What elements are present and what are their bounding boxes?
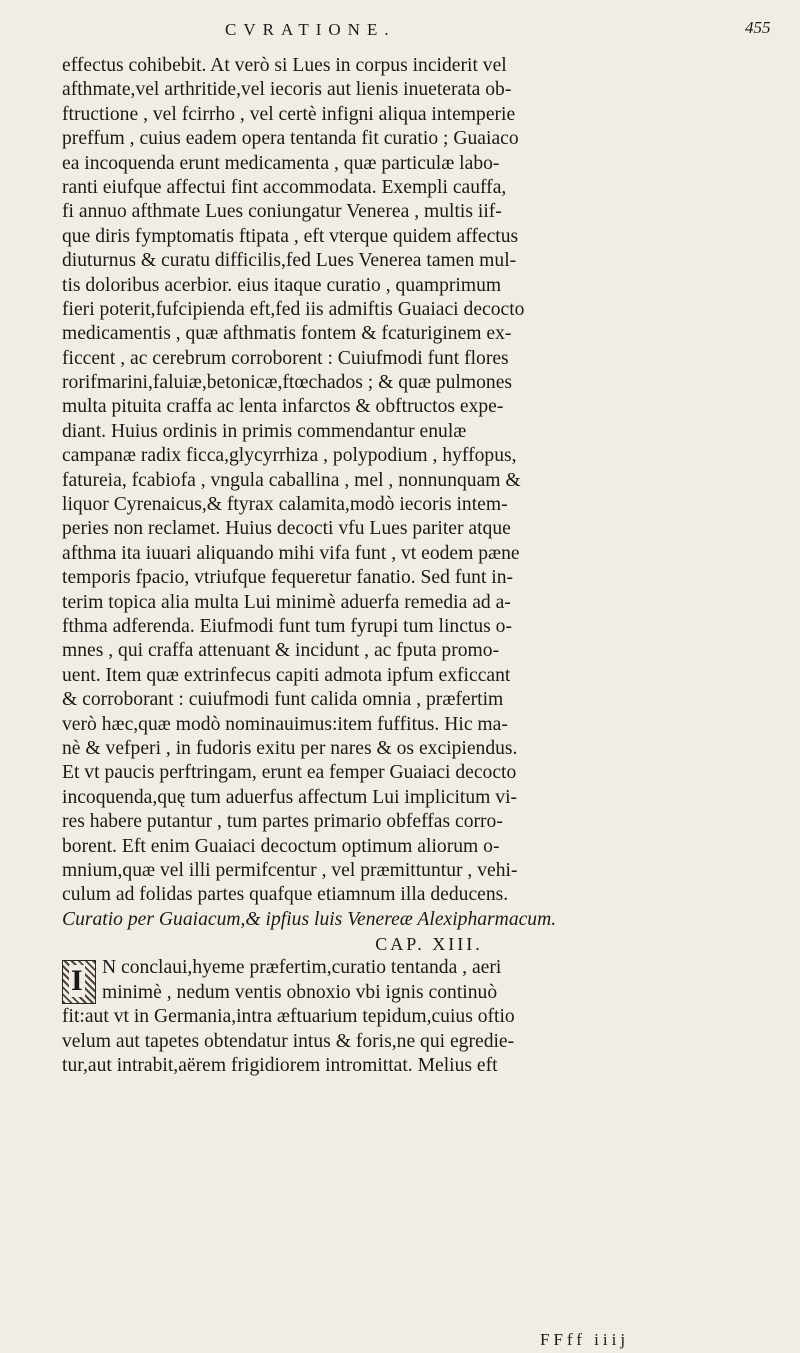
- text-line: ranti eiufque affectui fint accommodata. Exempli cauffa,: [62, 176, 507, 198]
- initial-letter: I: [71, 964, 83, 998]
- text-line: mnes , qui craffa attenuant & incidunt , ac fputa promo-: [62, 640, 500, 662]
- section-caption: Curatio per Guaiacum,& ipfius luis Venereæ Alexipharmacum.: [62, 908, 557, 930]
- text-line: medicamentis , quæ afthmatis fontem & fcaturiginem ex-: [62, 323, 512, 345]
- chapter-text: [62, 956, 756, 1078]
- chapter-heading: CAP. XIII.: [375, 934, 483, 955]
- text-line: nè & vefperi , in fudoris exitu per nares & os excipiendus.: [62, 737, 518, 759]
- text-line: diuturnus & curatu difficilis,fed Lues Venerea tamen mul-: [62, 250, 517, 272]
- text-line: N conclaui,hyeme præfertim,curatio tentanda , aeri: [102, 957, 502, 979]
- text-line: Et vt paucis perftringam, erunt ea femper Guaiaci decocto: [62, 762, 517, 784]
- text-line: minimè , nedum ventis obnoxio vbi ignis continuò: [102, 981, 498, 1003]
- text-line: verò hæc,quæ modò nominauimus:item fuffitus. Hic ma-: [62, 713, 508, 735]
- text-line: terim topica alia multa Lui minimè aduerfa remedia ad a-: [62, 591, 511, 613]
- text-line: fi annuo afthmate Lues coniungatur Venerea , multis iif-: [62, 201, 502, 223]
- text-line: afthma ita iuuari aliquando mihi vifa funt , vt eodem pæne: [62, 542, 520, 564]
- signature-mark: FFff iiij: [540, 1330, 630, 1349]
- text-line: liquor Cyrenaicus,& ftyrax calamita,modò iecoris intem-: [62, 494, 508, 516]
- text-line: fieri poterit,fufcipienda eft,fed iis admiftis Guaiaci decocto: [62, 298, 525, 320]
- decorated-initial: [62, 960, 96, 1004]
- text-line: tis doloribus acerbior. eius itaque curatio , quamprimum: [62, 274, 502, 296]
- text-line: temporis fpacio, vtriufque fequeretur fanatio. Sed funt in-: [62, 567, 514, 589]
- text-line: borent. Eft enim Guaiaci decoctum optimum aliorum o-: [62, 835, 500, 857]
- text-line: diant. Huius ordinis in primis commendantur enulæ: [62, 420, 467, 442]
- text-line: & corroborant : cuiufmodi funt calida omnia , præfertim: [62, 689, 504, 711]
- text-line: ea incoquenda erunt medicamenta , quæ particulæ labo-: [62, 152, 500, 174]
- chapter-paragraph: [62, 956, 756, 1078]
- text-line: campanæ radix ficca,glycyrrhiza , polypodium , hyffopus,: [62, 445, 517, 467]
- body-paragraph: [62, 54, 756, 908]
- text-line: effectus cohibebit. At verò si Lues in corpus inciderit vel: [62, 55, 507, 76]
- text-line: fthma adferenda. Eiufmodi funt tum fyrupi tum linctus o-: [62, 615, 513, 637]
- text-line: tur,aut intrabit,aërem frigidiorem intromittat. Melius eft: [62, 1055, 498, 1077]
- text-line: afthmate,vel arthritide,vel iecoris aut lienis inueterata ob-: [62, 79, 512, 101]
- page-number: 455: [745, 18, 771, 37]
- text-line: ftructione , vel fcirrho , vel certè infigni aliqua intemperie: [62, 103, 516, 125]
- text-line: fit:aut vt in Germania,intra æftuarium tepidum,cuius oftio: [62, 1006, 515, 1028]
- text-line: fatureia, fcabiofa , vngula caballina , mel , nonnunquam &: [62, 469, 521, 491]
- running-title: CVRATIONE.: [225, 20, 396, 39]
- text-line: peries non reclamet. Huius decocti vfu Lues pariter atque: [62, 518, 511, 540]
- text-line: res habere putantur , tum partes primario obfeffas corro-: [62, 811, 503, 833]
- text-line: uent. Item quæ extrinfecus capiti admota ipfum exficcant: [62, 664, 511, 686]
- text-line: velum aut tapetes obtendatur intus & foris,ne qui egredie-: [62, 1030, 515, 1052]
- text-line: multa pituita craffa ac lenta infarctos & obftructos expe-: [62, 396, 504, 418]
- text-line: culum ad folidas partes quafque etiamnum illa deducens.: [62, 884, 509, 906]
- main-text: [62, 54, 756, 1078]
- text-line: incoquenda,quę tum aduerfus affectum Lui implicitum vi-: [62, 786, 518, 808]
- text-line: rorifmarini,faluiæ,betonicæ,ftœchados ; & quæ pulmones: [62, 372, 513, 394]
- text-line: preffum , cuius eadem opera tentanda fit curatio ; Guaiaco: [62, 128, 519, 150]
- text-line: que diris fymptomatis ftipata , eft vterque quidem affectus: [62, 225, 519, 247]
- text-line: mnium,quæ vel illi permifcentur , vel præmittuntur , vehi-: [62, 859, 518, 881]
- text-line: ficcent , ac cerebrum corroborent : Cuiufmodi funt flores: [62, 347, 509, 369]
